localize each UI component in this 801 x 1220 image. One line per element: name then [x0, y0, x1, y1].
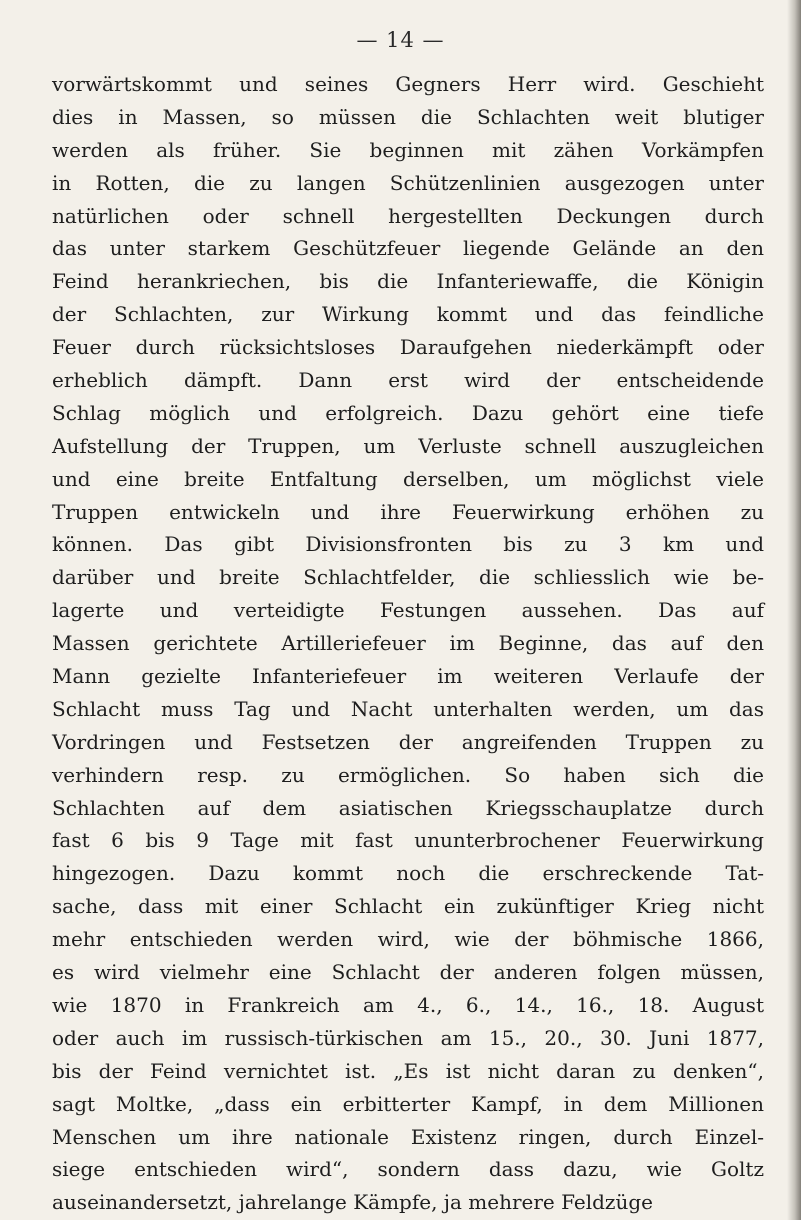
text-line: Schlag möglich und erfolgreich. Dazu gehört eine tiefe — [52, 400, 764, 425]
text-line: Vordringen und Festsetzen der angreifenden Truppen zu — [52, 729, 764, 754]
text-line: werden als früher. Sie beginnen mit zähen Vorkämpfen — [52, 137, 764, 162]
text-line: sache, dass mit einer Schlacht ein zukünftiger Krieg nicht — [52, 894, 764, 919]
text-line: es wird vielmehr eine Schlacht der anderen folgen müssen, — [52, 960, 764, 985]
text-line: bis der Feind vernichtet ist. „Es ist nicht daran zu denken“, — [52, 1058, 764, 1083]
text-line: in Rotten, die zu langen Schützenlinien ausgezogen unter — [52, 170, 764, 195]
text-line: vorwärtskommt und seines Gegners Herr wird. Geschieht — [52, 72, 764, 96]
text-line: sagt Moltke, „dass ein erbitterter Kampf, in dem Millionen — [52, 1091, 764, 1116]
text-line: erheblich dämpft. Dann erst wird der entscheidende — [52, 368, 764, 393]
text-line: Massen gerichtete Artilleriefeuer im Beginne, das auf den — [52, 631, 764, 656]
text-line: hingezogen. Dazu kommt noch die erschreckende Tat- — [52, 861, 764, 886]
text-line: können. Das gibt Divisionsfronten bis zu 3 km und — [52, 532, 764, 557]
text-line: Truppen entwickeln und ihre Feuerwirkung erhöhen zu — [52, 499, 764, 524]
text-line: und eine breite Entfaltung derselben, um möglichst viele — [52, 466, 764, 491]
text-line: lagerte und verteidigte Festungen aussehen. Das auf — [52, 598, 764, 623]
text-line: Aufstellung der Truppen, um Verluste schnell auszugleichen — [52, 433, 764, 458]
text-line: Menschen um ihre nationale Existenz ringen, durch Einzel- — [52, 1124, 764, 1149]
text-line: Schlachten auf dem asiatischen Kriegsschauplatze durch — [52, 795, 764, 820]
text-line: Schlacht muss Tag und Nacht unterhalten werden, um das — [52, 696, 764, 721]
text-line: Mann gezielte Infanteriefeuer im weiteren Verlaufe der — [52, 664, 764, 689]
text-line: wie 1870 in Frankreich am 4., 6., 14., 16., 18. August — [52, 992, 764, 1017]
text-line: mehr entschieden werden wird, wie der böhmische 1866, — [52, 927, 764, 952]
text-line: Feuer durch rücksichtsloses Daraufgehen niederkämpft oder — [52, 335, 764, 360]
text-line: das unter starkem Geschützfeuer liegende Gelände an den — [52, 236, 764, 261]
page-number: — 14 — — [356, 28, 445, 52]
text-line: darüber und breite Schlachtfelder, die schliesslich wie be- — [52, 565, 764, 590]
text-line: fast 6 bis 9 Tage mit fast ununterbrochener Feuerwirkung — [52, 828, 764, 853]
text-line: oder auch im russisch-türkischen am 15., 20., 30. Juni 1877, — [52, 1025, 764, 1050]
text-line: natürlichen oder schnell hergestellten Deckungen durch — [52, 203, 764, 228]
page-edge-shadow — [787, 0, 801, 1220]
text-line: der Schlachten, zur Wirkung kommt und das feindliche — [52, 302, 764, 327]
text-line: siege entschieden wird“, sondern dass dazu, wie Goltz — [52, 1157, 764, 1182]
body-text — [52, 68, 764, 1219]
text-line: dies in Massen, so müssen die Schlachten weit blutiger — [52, 104, 764, 129]
text-line: Feind herankriechen, bis die Infanteriewaffe, die Königin — [52, 269, 764, 294]
text-line: verhindern resp. zu ermöglichen. So haben sich die — [52, 762, 764, 787]
text-line: auseinandersetzt, jahrelange Kämpfe, ja mehrere Feldzüge — [52, 1190, 653, 1215]
